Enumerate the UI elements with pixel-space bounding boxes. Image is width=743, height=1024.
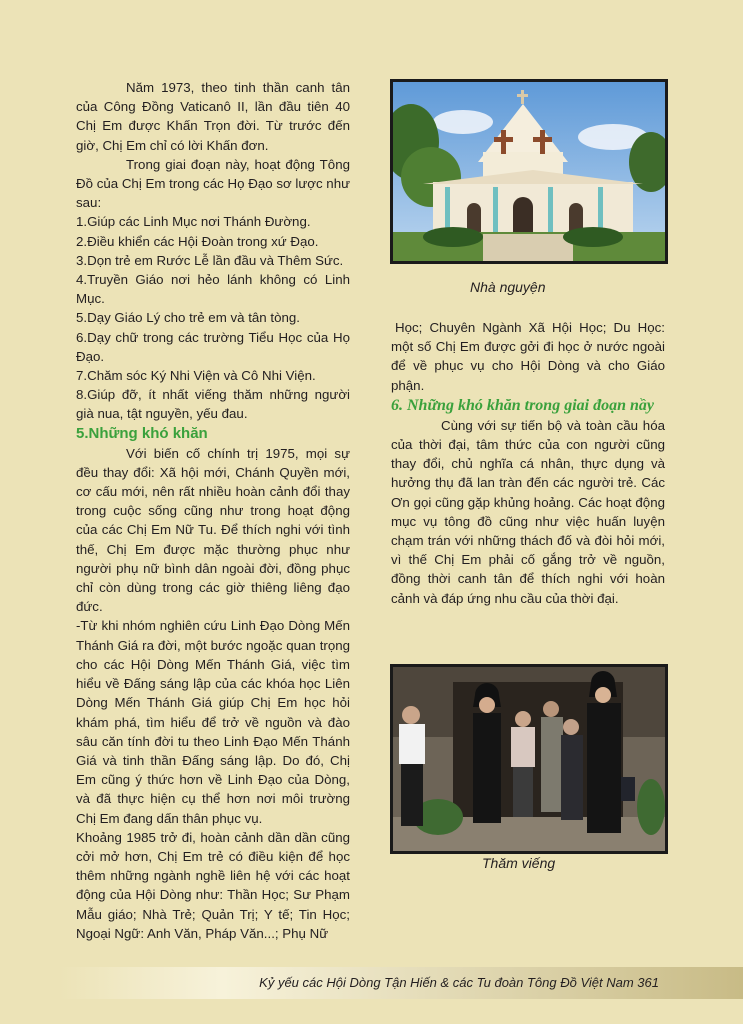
list-item: 1.Giúp các Linh Mục nơi Thánh Đường. (76, 214, 311, 230)
paragraph: Khoảng 1985 trở đi, hoàn cảnh dần dần cũng cởi mở hơn, Chị Em trẻ có điều kiện để học thêm những ngành nghề liên hệ với các hoạt động của Hội Dòng như: Thần Học; Sư Phạm Mẫu giáo; Nhà Trẻ; Quản Trị; Y tế; Tin Học; Ngoại Ngữ: Anh Văn, Pháp Văn...; Phụ Nữ (76, 829, 350, 941)
list-item: 8.Giúp đỡ, ít nhất viếng thăm những người già nua, tật nguyền, yếu đau. (76, 387, 350, 422)
list-item: 5.Dạy Giáo Lý cho trẻ em và tân tòng. (76, 310, 300, 326)
chapel-photo (390, 79, 668, 264)
list-item: 3.Dọn trẻ em Rước Lễ lần đầu và Thêm Sức. (76, 252, 344, 268)
paragraph: -Từ khi nhóm nghiên cứu Linh Đạo Dòng Mến Thánh Giá ra đời, một bước ngoặc quan trọng cho các Hội Dòng Mến Thánh Giá, việc tìm hiểu về Đấng sáng lập của các khóa học Liên Dòng Mến Thánh Giá giúp Chị Em học hỏi khám phá, tìm hiểu để trở về nguồn và đào sâu căn tính đời tu theo Linh Đạo Mến Thánh Giá và tinh thần Đấng sáng lập. Do đó, Chị Em cũng ý thức hơn về Linh Đạo của Dòng, và đã thực hiện cụ thể hơn nơi môi trường Chị Em đang dấn thân phục vụ. (76, 618, 350, 826)
section-heading-6: 6. Những khó khăn trong giai đoạn nầy (391, 396, 654, 414)
list-item: 7.Chăm sóc Ký Nhi Viện và Cô Nhi Viện. (76, 368, 316, 384)
paragraph: Năm 1973, theo tinh thần canh tân của Công Đồng Vaticanô II, lần đầu tiên 40 Chị Em được Khấn Trọn đời. Từ trước đến giờ, Chị Em chỉ có lời Khấn đơn. (76, 80, 350, 153)
chapel-photo-caption: Nhà nguyện (470, 279, 546, 295)
footer-bar (0, 967, 743, 999)
paragraph: Trong giai đoạn này, hoạt động Tông Đồ của Chị Em trong các Họ Đạo sơ lược như sau: (76, 156, 350, 211)
paragraph: Với biến cố chính trị 1975, mọi sự đều thay đổi: Xã hội mới, Chánh Quyền mới, cơ cấu mới, nên rất nhiều hoàn cảnh đổi thay trong cuộc sống cũng như trong hoạt động của các Chị Em Nữ Tu. Để thích nghi với tình thế, Chị Em được mặc thường phục như người phụ nữ bình dân ngoài đời, đồng phục chỉ còn dùng trong các giờ thiêng liêng đạo đức. (76, 445, 350, 615)
list-item: 6.Dạy chữ trong các trường Tiểu Học của Họ Đạo. (76, 329, 350, 364)
list-item: 2.Điều khiển các Hội Đoàn trong xứ Đạo. (76, 233, 319, 249)
section-heading-5: 5.Những khó khăn (76, 424, 208, 442)
list-item: 4.Truyền Giáo nơi hẻo lánh không có Linh Mục. (76, 272, 350, 307)
visit-photo-caption: Thăm viếng (482, 855, 556, 871)
footer-text: Kỷ yếu các Hội Dòng Tận Hiến & các Tu đoàn Tông Đồ Việt Nam 361 (259, 975, 659, 990)
visit-photo (390, 664, 668, 854)
right-column (391, 318, 665, 608)
paragraph: Học; Chuyên Ngành Xã Hội Học; Du Học: một số Chị Em được gởi đi học ở nước ngoài để về phục vụ cho Hội Dòng và cho Giáo phận. (391, 320, 665, 393)
left-column (76, 78, 350, 943)
paragraph: Cùng với sự tiến bộ và toàn cầu hóa của thời đại, tâm thức của con người cũng thay đổi, chủ nghĩa cá nhân, thực dụng và hưởng thụ đã lan tràn đến các người trẻ. Các Ơn gọi cũng gặp khủng hoảng. Các hoạt động mục vụ tông đồ cũng như việc huấn luyện chạm trán với những thách đố và đòi hỏi mới, vì thế Chị Em phải cố gắng trở về nguồn, đồng thời canh tân để thích nghi với hoàn cảnh và đáp ứng nhu cầu của thời đại. (391, 417, 665, 606)
